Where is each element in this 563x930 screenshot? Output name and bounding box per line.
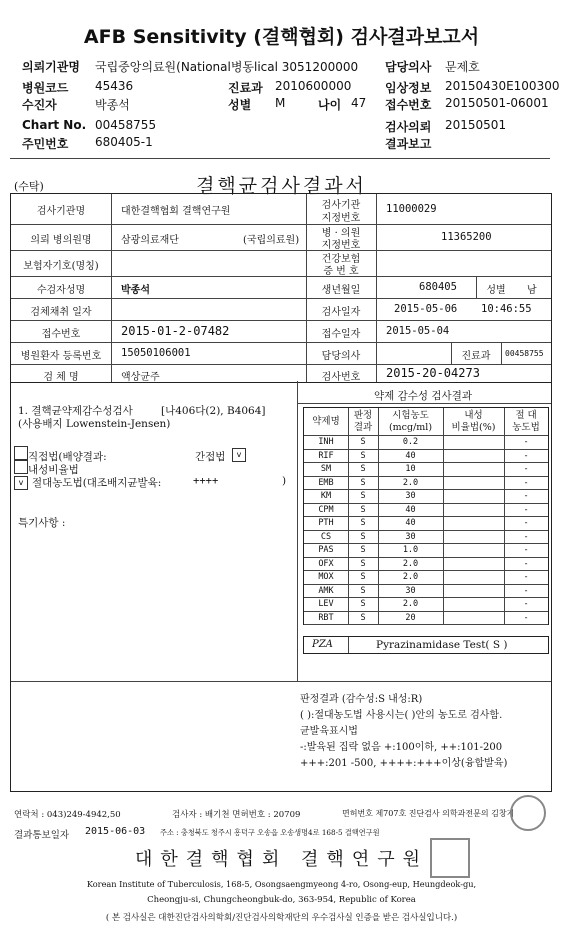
value-department: 2010600000	[275, 79, 352, 93]
drug-absolute: -	[523, 558, 529, 569]
hospital-code-label-1: 병 · 의원	[321, 228, 361, 239]
drug-concentration: 30	[405, 531, 416, 542]
value-attending-doctor: 문제호	[445, 60, 480, 74]
test-line-1: 1. 결핵균약제감수성검사	[18, 405, 133, 417]
drug-result: S	[360, 558, 366, 569]
pza-row	[303, 636, 549, 654]
hospital-code: 11365200	[441, 231, 492, 243]
direct-method-label: 직접법(배양결과:	[28, 451, 107, 463]
health-insurance-label-2: 증 번 호	[323, 266, 359, 277]
legend-line-4: -:발육된 집락 없음 +:100이하, ++:101-200	[300, 742, 503, 753]
certification-note: ( 본 검사실은 대한진단검사의학회/진단검사의학재단의 우수검사실 인증을 받은 검사실입니다.)	[105, 913, 458, 923]
contact: 연락처 : 043)249-4942,50	[14, 810, 121, 820]
drug-name: CS	[320, 531, 332, 542]
col-absolute-1: 절 대	[515, 410, 537, 421]
label-age: 나이	[318, 98, 342, 112]
requesting-hospital-label: 의뢰 병의원명	[30, 235, 92, 246]
drug-concentration: 40	[405, 504, 416, 515]
registration-no-label: 병원환자 등록번호	[20, 351, 102, 362]
col-result-2: 결과	[353, 422, 373, 433]
drug-concentration: 2.0	[402, 477, 419, 488]
drug-result: S	[360, 491, 366, 501]
drug-result: S	[360, 504, 366, 515]
english-address-1: Korean Institute of Tuberculosis, 168-5, Osongsaengmyeong 4-ro, Osong-eup, Heungdeok-gu,	[86, 879, 477, 889]
drug-name: INH	[318, 437, 334, 447]
drug-concentration: 2.0	[402, 558, 419, 569]
report-date: 2015-06-03	[85, 826, 146, 837]
drug-concentration: 40	[405, 518, 416, 528]
absolute-method-value: ++++	[193, 475, 219, 487]
report-date-label: 결과통보일자	[14, 830, 70, 841]
label-department: 진료과	[228, 81, 263, 95]
drug-concentration: 0.2	[402, 437, 419, 447]
drug-concentration: 40	[405, 450, 416, 461]
drug-concentration: 1.0	[402, 545, 419, 555]
requesting-hospital: 삼광의료재단	[121, 235, 179, 246]
legend-line-1: 판정결과 (감수성:S 내성:R)	[300, 694, 423, 705]
drug-result: S	[360, 572, 366, 582]
round-seal-icon	[510, 795, 546, 831]
hospital-code-label-2: 지정번호	[321, 240, 361, 251]
drug-absolute: -	[523, 477, 529, 488]
drug-name: RBT	[318, 612, 334, 623]
sex-label: 성별	[486, 285, 506, 296]
label-requesting-institution: 의뢰기관명	[22, 60, 80, 74]
sex: 남	[527, 285, 537, 296]
document-title: 결핵균검사결과서	[196, 175, 367, 197]
receipt-date-label: 접수일자	[321, 329, 361, 340]
institute-name: 대한결핵협회 결핵연구원	[135, 849, 428, 870]
square-seal-icon	[430, 838, 470, 878]
drug-concentration: 2.0	[402, 599, 419, 609]
requesting-hospital-note: (국립의료원)	[243, 235, 300, 246]
drug-name: KM	[320, 491, 332, 501]
drug-absolute: -	[523, 572, 529, 582]
col-ratio-1: 내성	[464, 410, 483, 421]
drug-name: CPM	[318, 504, 334, 515]
lab-code-label-2: 지정번호	[321, 213, 361, 224]
sensitivity-title: 약제 감수성 검사결과	[374, 390, 472, 402]
value-sex: M	[275, 96, 286, 110]
label-sex: 성별	[228, 98, 252, 112]
label-clinical-info: 임상정보	[385, 81, 432, 95]
absolute-method-label: 절대농도법(대조배지균발육:	[32, 477, 162, 489]
drug-result: S	[360, 599, 366, 609]
drug-absolute: -	[523, 599, 529, 609]
drug-concentration: 30	[405, 585, 416, 596]
drug-absolute: -	[523, 437, 529, 447]
drug-absolute: -	[523, 450, 529, 461]
label-receipt-number: 접수번호	[385, 98, 432, 112]
drug-concentration: 20	[405, 612, 416, 623]
drug-name: EMB	[318, 477, 334, 488]
lab-code: 11000029	[386, 203, 437, 215]
drug-absolute: -	[523, 504, 529, 515]
patient-name: 박종석	[121, 285, 150, 296]
dob-label: 생년월일	[321, 285, 361, 296]
value-chart-no: 00458755	[95, 118, 157, 132]
value-clinical-info: 20150430E100300	[445, 79, 560, 93]
receipt-no: 2015-01-2-07482	[121, 324, 230, 338]
drug-result: S	[360, 437, 366, 447]
test-time: 10:46:55	[481, 303, 532, 315]
absolute-method-checkbox: v	[14, 476, 28, 490]
registration-no: 15050106001	[121, 347, 191, 359]
drug-absolute: -	[523, 531, 529, 542]
test-no-label: 검사번호	[321, 372, 361, 383]
value-requesting-institution: 국립중앙의료원(National병동lical 3051200000	[95, 60, 359, 74]
drug-result: S	[360, 464, 366, 474]
drug-result: S	[360, 450, 366, 461]
drug-result: S	[360, 477, 366, 488]
ratio-method-label: 내성비율법	[28, 464, 79, 476]
pza-label: PZA	[312, 639, 333, 650]
value-hospital-code: 45436	[95, 79, 134, 93]
value-test-request: 20150501	[445, 118, 507, 132]
drug-absolute: -	[523, 518, 529, 528]
lab-name: 대한결핵협회 결핵연구원	[121, 206, 231, 217]
drug-name: PTH	[318, 518, 334, 528]
label-result-report: 결과보고	[385, 137, 432, 151]
ratio-method-checkbox	[14, 460, 28, 474]
specimen: 액상균주	[121, 372, 160, 383]
drug-result: S	[360, 545, 366, 555]
absolute-method-close: )	[282, 475, 287, 487]
value-patient: 박종석	[95, 98, 130, 112]
drug-name: LEV	[318, 599, 334, 609]
pza-value: Pyrazinamidase Test( S )	[376, 639, 508, 651]
label-patient: 수진자	[22, 98, 57, 112]
tester: 검사자 : 배기천 면허번호 : 20709	[172, 810, 301, 820]
indirect-method-label: 간접법	[195, 451, 226, 463]
label-chart-no: Chart No.	[22, 118, 87, 132]
drug-name: SM	[320, 464, 332, 474]
drug-absolute: -	[523, 464, 529, 474]
drug-name: OFX	[318, 558, 334, 569]
col-ratio-2: 비율법(%)	[451, 422, 496, 433]
label-hospital-code: 병원코드	[22, 81, 69, 95]
test-code: [나406다(2), B4064]	[161, 405, 266, 417]
test-line-2: (사용배지 Lowenstein-Jensen)	[18, 418, 171, 430]
receipt-no-label: 접수번호	[41, 329, 81, 340]
drug-absolute: -	[523, 585, 529, 596]
drug-concentration: 30	[405, 491, 416, 501]
notes-label: 특기사항 :	[18, 517, 66, 529]
direct-method-checkbox	[14, 446, 28, 460]
drug-absolute: -	[523, 612, 529, 623]
label-resident-id: 주민번호	[22, 137, 69, 151]
drug-result: S	[360, 531, 366, 542]
english-address-2: Cheongju-si, Chungcheongbuk-do, 363-954, Republic of Korea	[147, 895, 416, 905]
value-age: 47	[351, 96, 367, 110]
copy-label: (수탁)	[14, 180, 44, 193]
report-title: AFB Sensitivity (결핵협회) 검사결과보고서	[83, 26, 480, 48]
col-result-1: 판정	[353, 410, 373, 421]
dob: 680405	[419, 281, 457, 293]
specimen-label: 검 체 명	[43, 372, 79, 383]
label-test-request: 검사의뢰	[385, 120, 432, 134]
drug-absolute: -	[523, 491, 529, 501]
value-resident-id: 680405-1	[95, 135, 153, 149]
info-table	[10, 193, 552, 383]
legend-line-3: 균발육표시법	[300, 726, 358, 737]
col-concentration-1: 시험농도	[392, 410, 429, 421]
test-date-label: 검사일자	[321, 307, 361, 318]
sensitivity-table	[303, 407, 549, 625]
drug-name: MOX	[318, 572, 334, 582]
label-attending-doctor: 담당의사	[385, 60, 432, 74]
test-date: 2015-05-06	[394, 303, 458, 315]
receipt-date: 2015-05-04	[386, 325, 450, 337]
drug-result: S	[360, 585, 366, 596]
col-drug: 약제명	[312, 416, 340, 427]
license-info: 면허번호 제707호 진단검사 의학과전문의 김창기	[342, 809, 515, 818]
doctor-label: 담당의사	[321, 351, 361, 362]
drug-concentration: 2.0	[402, 572, 419, 582]
header-divider	[10, 158, 550, 159]
lab-code-label-1: 검사기관	[321, 200, 361, 211]
address: 주소 : 충청북도 청주시 흥덕구 오송읍 오송생명4로 168-5 결핵연구원	[160, 828, 380, 837]
col-concentration-2: (mcg/ml)	[388, 422, 433, 433]
drug-name: AMK	[318, 585, 334, 596]
drug-result: S	[360, 518, 366, 528]
drug-name: PAS	[318, 545, 334, 555]
test-no: 2015-20-04273	[386, 366, 480, 380]
indirect-method-checkbox: v	[232, 448, 246, 462]
value-receipt-number: 20150501-06001	[445, 96, 549, 110]
col-absolute-2: 농도법	[512, 422, 540, 433]
drug-name: RIF	[318, 450, 334, 461]
drug-concentration: 10	[405, 464, 416, 474]
dept-value: 00458755	[505, 349, 544, 358]
legend-line-2: ( ):절대농도법 사용시는( )안의 농도로 검사함.	[300, 710, 503, 721]
health-insurance-label-1: 건강보험	[321, 254, 361, 265]
dept-label: 진료과	[461, 351, 491, 362]
legend-line-5: +++:201 -500, ++++:+++이상(융합발육)	[300, 758, 508, 769]
insurer-label: 보험자기호(명칭)	[23, 261, 99, 272]
drug-absolute: -	[523, 545, 529, 555]
patient-name-label: 수검자성명	[36, 285, 86, 296]
collection-date-label: 검체채취 일자	[30, 307, 92, 318]
lab-name-label: 검사기관명	[36, 206, 86, 217]
drug-result: S	[360, 612, 366, 623]
